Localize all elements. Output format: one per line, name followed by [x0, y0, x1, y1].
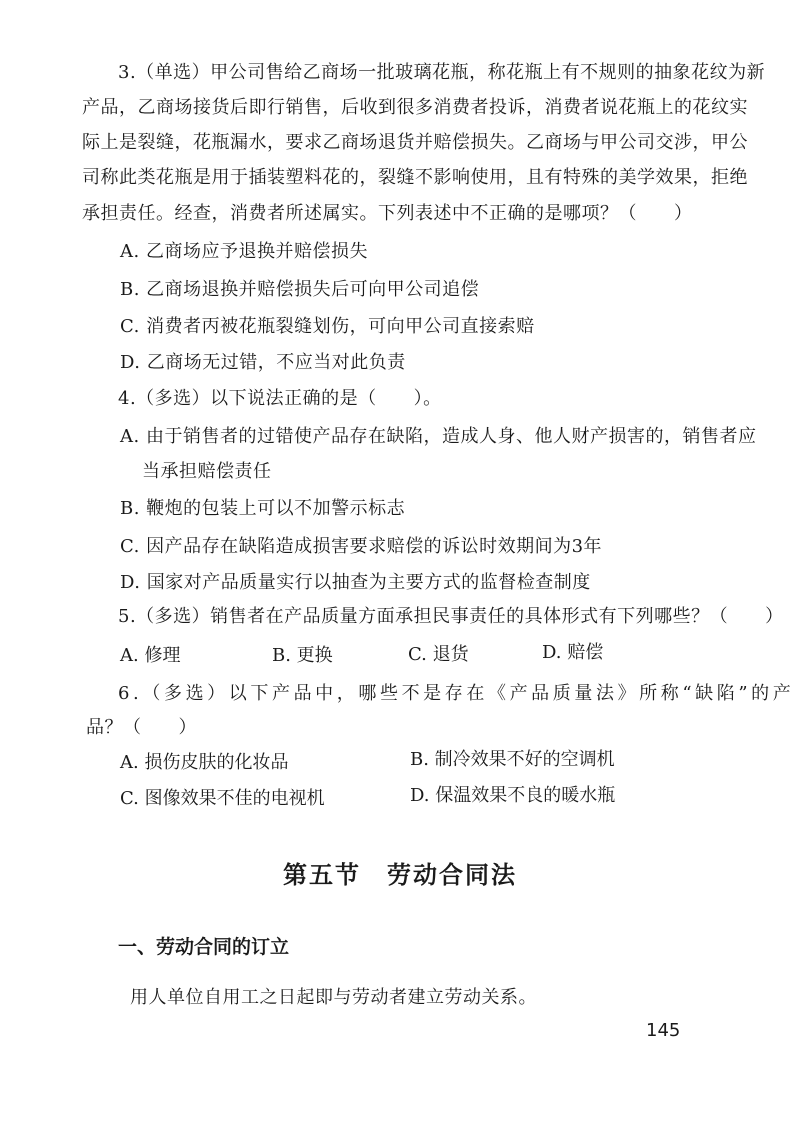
q5-option-b: B. 更换 — [272, 645, 333, 666]
q6-stem-line-1: 6.（多选）以下产品中，哪些不是存在《产品质量法》所称“缺陷”的产 — [118, 683, 795, 704]
q5-option-c: C. 退货 — [408, 644, 469, 665]
q6-option-c: C. 图像效果不佳的电视机 — [120, 788, 325, 809]
q3-stem-line-2: 产品，乙商场接货后即行销售，后收到很多消费者投诉，消费者说花瓶上的花纹实 — [82, 97, 748, 118]
q3-option-c: C. 消费者丙被花瓶裂缝划伤，可向甲公司直接索赔 — [120, 316, 535, 337]
q5-option-a: A. 修理 — [120, 645, 181, 666]
q6-option-a: A. 损伤皮肤的化妆品 — [120, 752, 289, 773]
q5-option-d: D. 赔偿 — [542, 642, 604, 663]
q3-option-a: A. 乙商场应予退换并赔偿损失 — [120, 241, 368, 262]
q6-option-b: B. 制冷效果不好的空调机 — [410, 749, 615, 770]
q5-stem: 5.（多选）销售者在产品质量方面承担民事责任的具体形式有下列哪些？（ ） — [118, 606, 784, 627]
q4-option-a: A. 由于销售者的过错使产品存在缺陷，造成人身、他人财产损害的，销售者应 — [120, 426, 757, 447]
q3-option-b: B. 乙商场退换并赔偿损失后可向甲公司追偿 — [120, 279, 480, 300]
section-title: 第五节 劳动合同法 — [283, 861, 517, 889]
subsection-title: 一、劳动合同的订立 — [118, 936, 290, 958]
q4-option-b: B. 鞭炮的包装上可以不加警示标志 — [120, 498, 406, 519]
q4-option-a-cont: 当承担赔偿责任 — [142, 461, 272, 482]
q3-stem-line-5: 承担责任。经查，消费者所述属实。下列表述中不正确的是哪项？（ ） — [82, 203, 693, 224]
q6-option-d: D. 保温效果不良的暖水瓶 — [410, 785, 616, 806]
q4-option-d: D. 国家对产品质量实行以抽查为主要方式的监督检查制度 — [120, 572, 591, 593]
q6-stem-line-2: 品？（ ） — [86, 717, 197, 738]
page-number: 145 — [646, 1020, 681, 1041]
q3-stem-line-1: 3.（单选）甲公司售给乙商场一批玻璃花瓶，称花瓶上有不规则的抽象花纹为新 — [118, 62, 766, 83]
body-text: 用人单位自用工之日起即与劳动者建立劳动关系。 — [130, 987, 537, 1008]
q3-stem-line-3: 际上是裂缝，花瓶漏水，要求乙商场退货并赔偿损失。乙商场与甲公司交涉，甲公 — [82, 132, 748, 153]
q3-stem-line-4: 司称此类花瓶是用于插装塑料花的，裂缝不影响使用，且有特殊的美学效果，拒绝 — [82, 167, 748, 188]
q4-stem: 4.（多选）以下说法正确的是（ ）。 — [118, 388, 442, 409]
q3-option-d: D. 乙商场无过错，不应当对此负责 — [120, 352, 406, 373]
q4-option-c: C. 因产品存在缺陷造成损害要求赔偿的诉讼时效期间为3年 — [120, 536, 603, 557]
